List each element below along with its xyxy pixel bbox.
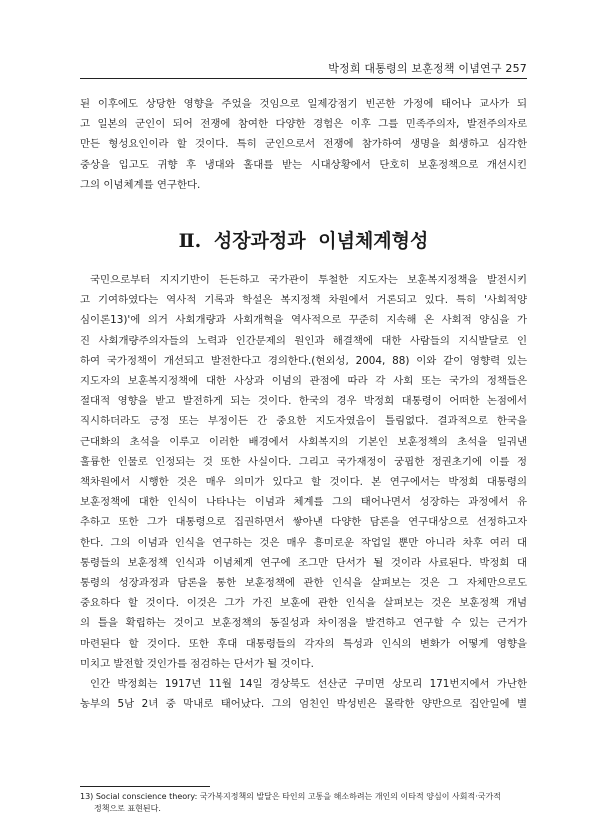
running-header: 박정희 대통령의 보훈정책 이념연구 257 bbox=[328, 62, 527, 75]
text-line: 마련된다 할 것이다. 또한 후대 대통령들의 각자의 특성과 인식의 변화가 어떻게 영향을 bbox=[80, 637, 527, 650]
text-line: 된 이후에도 상당한 영향을 주었을 것임으로 일제강점기 빈곤한 가정에 태어나 교사가 되 bbox=[80, 98, 527, 110]
text-line: 책차원에서 시행한 것은 매우 의미가 있다고 할 것이다. 본 연구에서는 박정희 대통령의 bbox=[80, 476, 527, 489]
text-line: 국민으로부터 지지기반이 든든하고 국가관이 투철한 지도자는 보훈복지정책을 발전시키 bbox=[90, 274, 527, 286]
text-line: 인간 박정희는 1917년 11월 14일 경상북도 선산군 구미면 상모리 171번지에서 가난한 bbox=[90, 678, 527, 691]
footnote bbox=[80, 791, 527, 815]
text-line: 추하고 또한 그가 대통령으로 집권하면서 쌓아낸 다양한 담론을 연구대상으로 선정하고자 bbox=[80, 516, 527, 529]
text-line: 직시하더라도 긍정 또는 부정이든 간 중요한 지도자였음이 틀림없다. 결과적으로 한국을 bbox=[80, 415, 527, 428]
text-line: 중상을 입고도 귀향 후 냉대와 홀대를 받는 시대상황에서 단호히 보훈정책으로 개선시킨 bbox=[80, 158, 527, 171]
footnote-line: 정책으로 표현된다. bbox=[94, 804, 161, 813]
text-line: 심이론13)'에 의거 사회개량과 사회개혁을 역사적으로 꾸준히 지속해 온 사회적 양심을 가 bbox=[80, 314, 527, 327]
text-line: 고 일본의 군인이 되어 전쟁에 참여한 다양한 경험은 이후 그를 민족주의자, 발전주의자로 bbox=[80, 118, 527, 131]
text-line: 지도자의 보훈복지정책에 대한 사상과 이념의 관점에 따라 각 사회 또는 국가의 정책들은 bbox=[80, 375, 527, 388]
text-line: 근대화의 초석을 이루고 이러한 배경에서 사회복지의 기본인 보훈정책의 초석을 일궈낸 bbox=[80, 435, 527, 448]
text-line: 하여 국가정책이 개선되고 발전한다고 경의한다.(현외성, 2004, 88) 이와 같이 영향력 있는 bbox=[80, 354, 527, 367]
text-line: 통령들의 보훈정책 인식과 이념체계 연구에 조그만 단서가 될 것이라 사료된다. 박정희 대 bbox=[80, 556, 527, 569]
text-line: 미치고 발전할 것인가를 점검하는 단서가 될 것이다. bbox=[80, 657, 314, 670]
text-line: 통령의 성장과정과 담론을 통한 보훈정책에 관한 인식을 살펴보는 것은 그 자체만으로도 bbox=[80, 577, 527, 590]
text-line: 절대적 영향을 받고 발전하게 되는 것이다. 한국의 경우 박정희 대통령이 어떠한 논점에서 bbox=[80, 395, 527, 408]
text-line: 보훈정책에 대한 인식이 나타나는 이념과 체계를 그의 태어나면서 성장하는 과정에서 유 bbox=[80, 496, 527, 509]
text-line: 만든 형성요인이라 할 것이다. 특히 군인으로서 전쟁에 참가하여 생명을 희생하고 심각한 bbox=[80, 138, 527, 151]
main-text bbox=[80, 270, 527, 714]
text-line: 의 틀을 확립하는 것이고 보훈정책의 동질성과 차이점을 발견하고 연구할 수 있는 근거가 bbox=[80, 617, 527, 630]
text-line: 고 기여하였다는 역사적 기록과 학설은 복지정책 차원에서 거론되고 있다. 특히 '사회적양 bbox=[80, 294, 527, 307]
text-line: 한다. 그의 이념과 인식을 연구하는 것은 매우 흥미로운 작업일 뿐만 아니라 차후 여러 대 bbox=[80, 536, 527, 549]
header-rule bbox=[80, 78, 527, 79]
text-line: 그의 이념체계를 연구한다. bbox=[80, 178, 201, 191]
text-line: 중요하다 할 것이다. 이것은 그가 가진 보훈에 관한 인식을 살펴보는 것은 보훈정책 개념 bbox=[80, 597, 527, 610]
text-line: 진 사회개량주의자들의 노력과 인간문제의 원인과 해결책에 대한 사람들의 지식발달로 인 bbox=[80, 334, 527, 347]
footnote-rule bbox=[80, 786, 210, 787]
section-heading: Ⅱ. 성장과정과 이념체계형성 bbox=[178, 230, 429, 252]
text-line: 훌륭한 인물로 인정되는 것 또한 사실이다. 그리고 국가재정이 궁핍한 정권초기에 이를 정 bbox=[80, 455, 527, 468]
text-line: 농부의 5남 2녀 중 막내로 태어났다. 그의 엄친인 박성빈은 몰락한 양반으로 집안일에 별 bbox=[80, 698, 527, 711]
footnote-line: 13) Social conscience theory: 국가복지정책의 발달은 타인의 고통을 해소하려는 개인의 이타적 양심이 사회적·국가적 bbox=[80, 792, 501, 801]
intro-paragraph bbox=[80, 94, 527, 195]
